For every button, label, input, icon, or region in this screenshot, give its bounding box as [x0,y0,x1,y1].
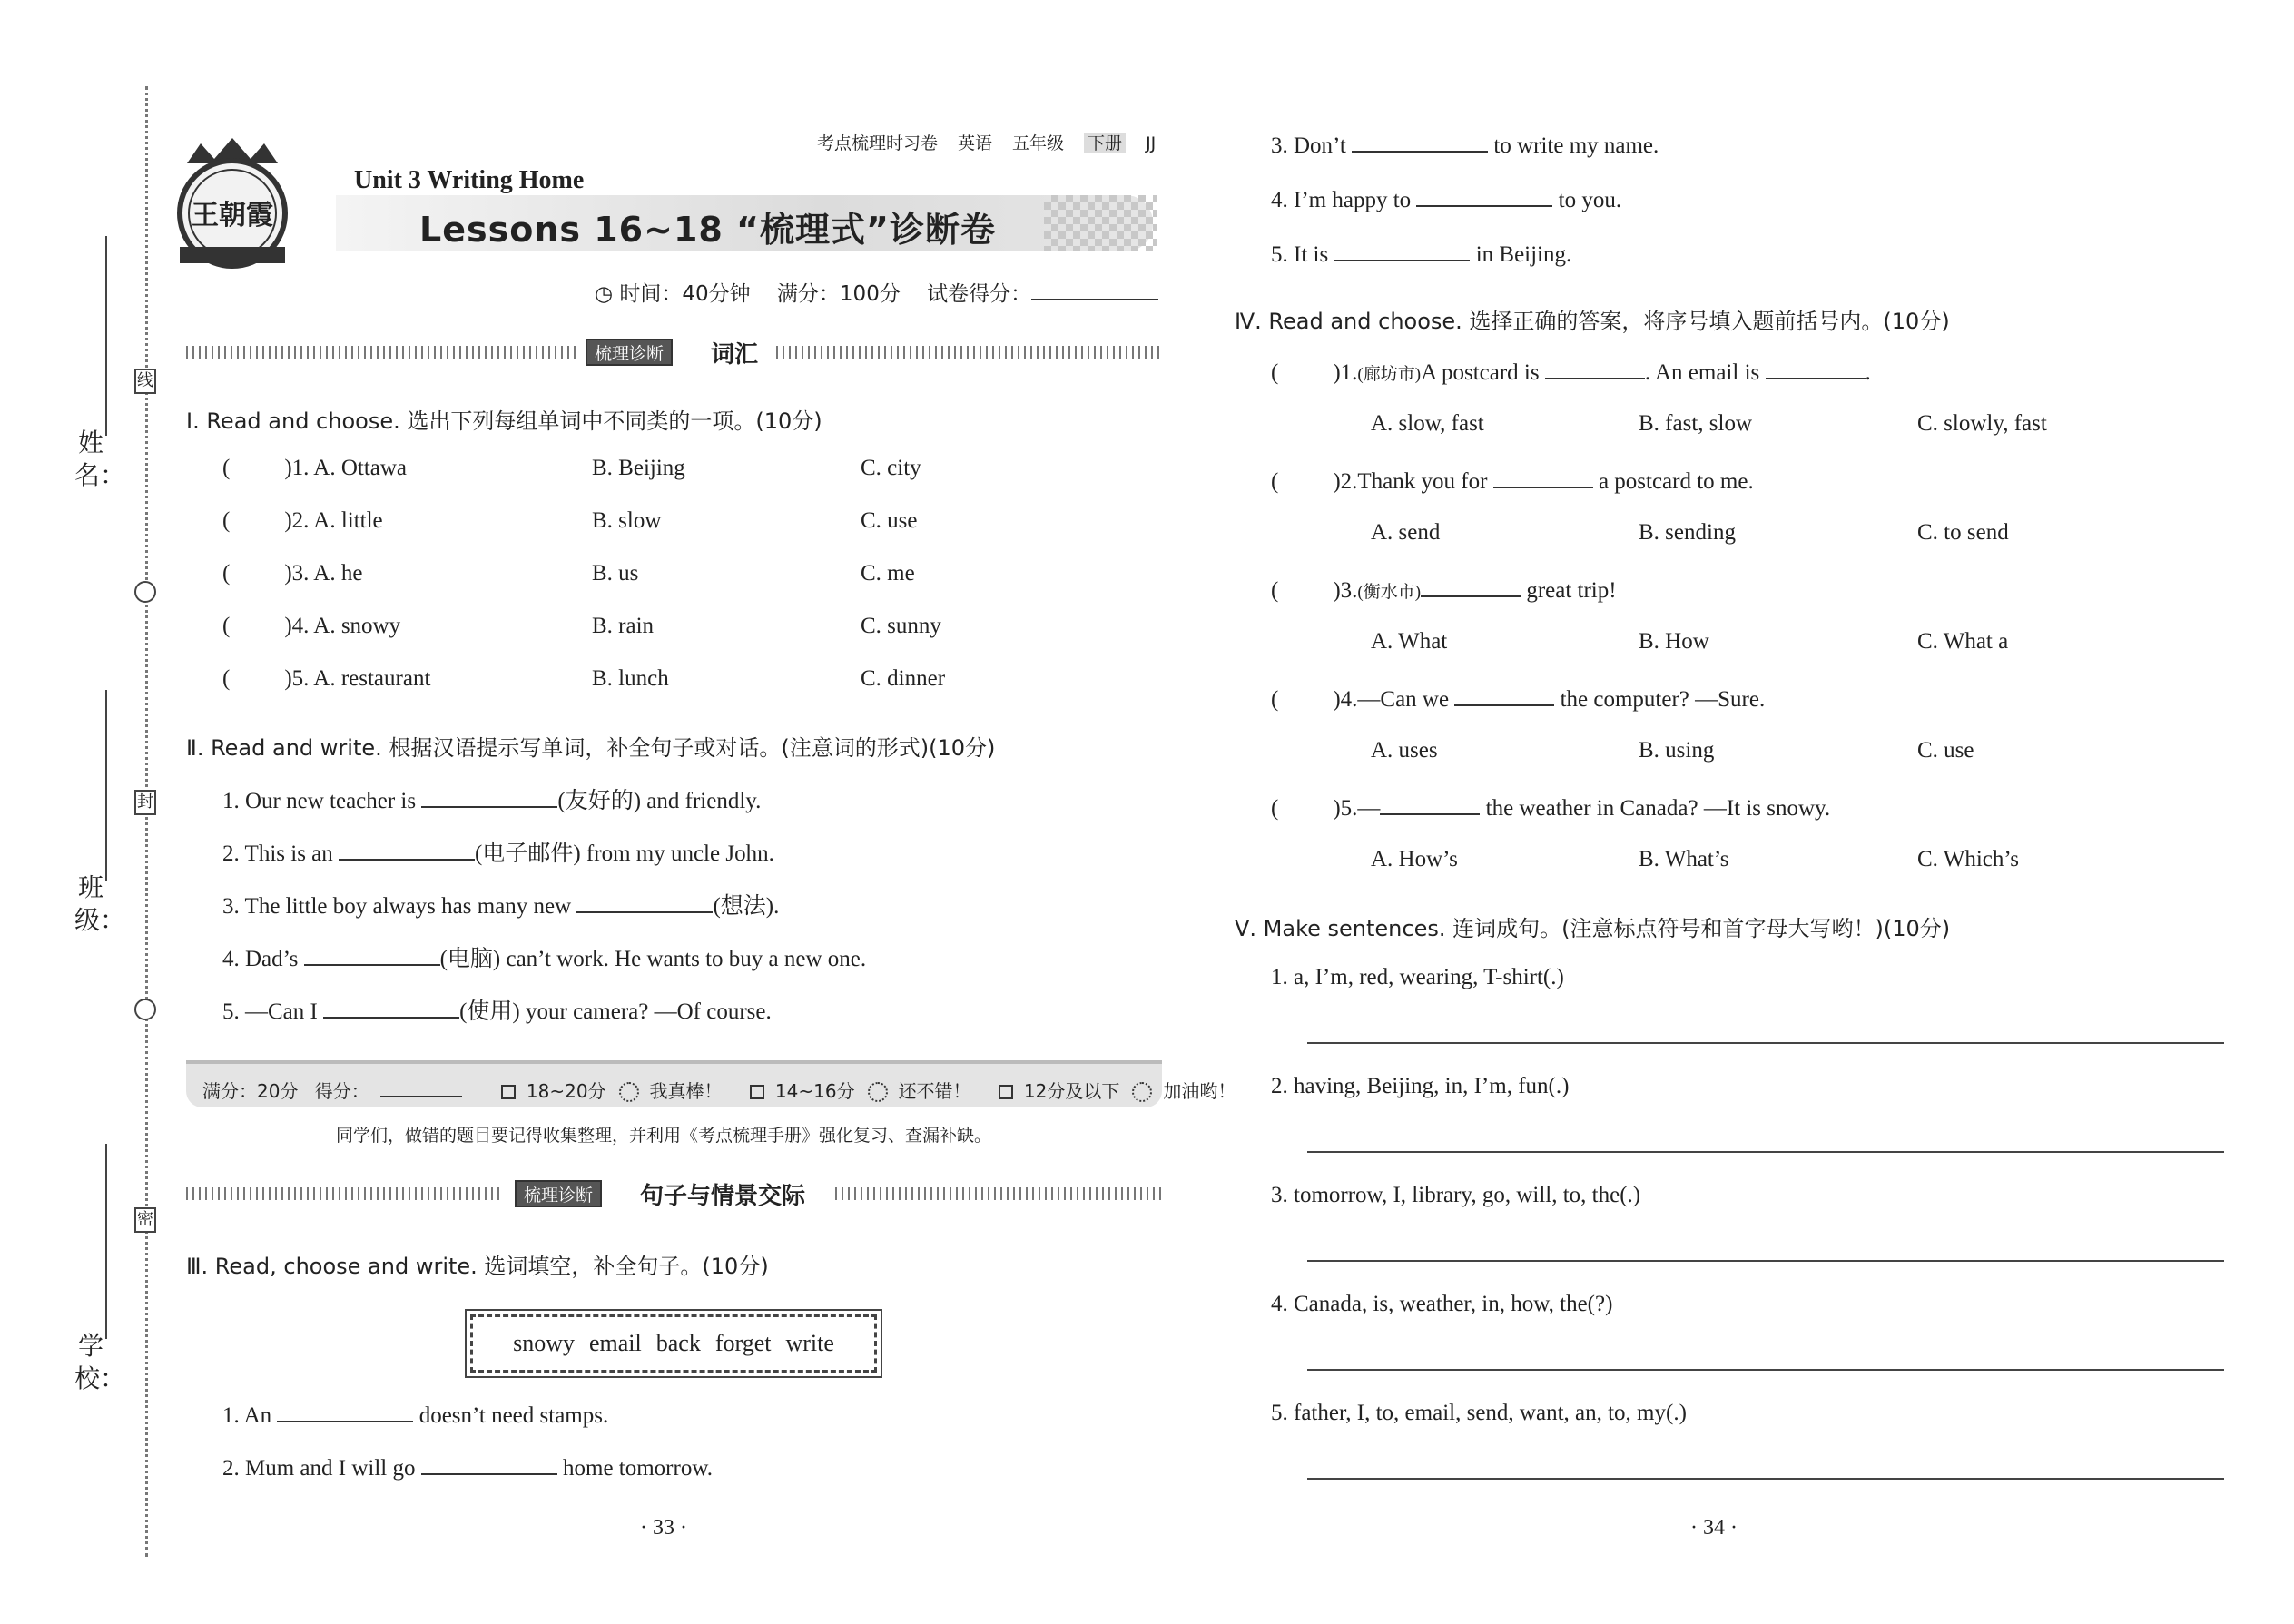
s3-item-3: 3. Don’t to write my name. [1271,130,1659,159]
s1-option: C. dinner [861,666,946,691]
s4-option: B. sending [1639,520,1736,545]
s2-item-4: 4. Dad’s (电脑) can’t work. He wants to buy a new one. [222,940,866,973]
answer-blank[interactable] [1380,792,1480,815]
s1-item-2: ( )2. A. little [222,508,383,533]
answer-blank[interactable] [1493,466,1593,488]
word-bank-item: write [785,1330,834,1356]
banner-title: 句子与情景交际 [640,1183,806,1210]
s4-option: C. use [1917,738,1974,763]
answer-blank[interactable] [277,1400,413,1422]
score-full: 满分：20分 [202,1080,299,1102]
s4-option: C. What a [1917,629,2009,654]
s4-option: A. send [1371,520,1441,545]
answer-blank[interactable] [576,891,713,913]
s1-item-1: ( )1. A. Ottawa [222,456,408,480]
s4-item-4: ( )4.—Can we the computer? —Sure. [1271,684,1765,713]
s2-item-1: 1. Our new teacher is (友好的) and friendly. [222,782,761,815]
name-line [105,236,107,436]
s1-option: C. city [861,456,921,480]
s3-item-5: 5. It is in Beijing. [1271,239,1571,268]
s4-item-2: ( )2.Thank you for a postcard to me. [1271,466,1754,495]
s4-option: B. fast, slow [1639,411,1752,436]
answer-blank[interactable] [1421,575,1521,597]
s1-option: C. me [861,561,915,586]
section-2-heading: Ⅱ. Read and write. 根据汉语提示写单词，补全句子或对话。(注意词的形式)(10分) [186,735,996,761]
section-4-heading: Ⅳ. Read and choose. 选择正确的答案，将序号填入题前括号内。(10分) [1235,309,1950,334]
checkbox-icon[interactable] [501,1085,516,1099]
s1-item-4: ( )4. A. snowy [222,614,401,638]
series-subject: 英语 [958,133,993,153]
cut-mark-secret: 密 [134,1207,156,1233]
s4-option: B. What’s [1639,847,1729,871]
s4-option: B. How [1639,629,1709,654]
s1-option: B. Beijing [592,456,685,480]
s2-item-3: 3. The little boy always has many new (想法). [222,888,779,920]
s4-option: C. to send [1917,520,2009,545]
word-bank-item: email [589,1330,642,1356]
answer-blank[interactable] [1334,239,1470,261]
class-label: 班级： [74,872,126,935]
s4-option: A. slow, fast [1371,411,1484,436]
word-bank [470,1314,877,1373]
answer-blank[interactable] [1416,184,1552,207]
section-score-bar [186,1060,1236,1107]
unit-title: Unit 3 Writing Home [354,166,585,194]
checkbox-icon[interactable] [750,1085,764,1099]
s4-option: A. What [1371,629,1448,654]
vocab-banner [186,339,1162,369]
series-name: 考点梳理时习卷 [817,133,939,153]
s3-item-2: 2. Mum and I will go home tomorrow. [222,1452,713,1481]
banner-hatch [835,1187,1162,1200]
section-3-heading: Ⅲ. Read, choose and write. 选词填空，补全句子。(10分) [186,1254,769,1279]
answer-blank[interactable] [1352,130,1488,153]
series-grade: 五年级 [1012,133,1065,153]
cut-mark-line: 线 [134,369,156,394]
score-label: 试卷得分： [927,282,1032,306]
banner-hatch [186,1187,504,1200]
school-label: 学校： [74,1331,126,1393]
s5-item-1: 1. a, I’m, red, wearing, T-shirt(.) [1271,965,1564,989]
sentence-banner [186,1180,1162,1210]
s4-item-5: ( )5.— the weather in Canada? —It is snowy. [1271,792,1830,822]
s2-item-5: 5. —Can I (使用) your camera? —Of course. [222,993,772,1026]
page-number-right: · 34 · [1690,1516,1738,1540]
lesson-title: Lessons 16~18 “梳理式”诊断卷 [419,210,997,250]
s4-item-1: ( )1.(廊坊市)A postcard is . An email is . [1271,357,1871,386]
cut-mark-circle [134,581,156,603]
s1-item-5: ( )5. A. restaurant [222,666,431,691]
banner-hatch [186,346,576,359]
series-edition: JJ [1146,133,1157,153]
answer-blank[interactable] [1545,357,1645,379]
series-volume: 下册 [1084,133,1126,153]
section-5-heading: Ⅴ. Make sentences. 连词成句。(注意标点符号和首字母大写哟！)(10分) [1235,916,1951,941]
s1-option: B. lunch [592,666,669,691]
s1-option: C. sunny [861,614,941,638]
cut-mark-seal: 封 [134,790,156,815]
section-1-heading: Ⅰ. Read and choose. 选出下列每组单词中不同类的一项。(10分) [186,408,822,434]
class-line [105,690,107,881]
checkbox-icon[interactable] [999,1085,1013,1099]
s1-option: B. us [592,561,639,586]
answer-blank[interactable] [304,943,440,966]
clock-icon: ◷ [595,282,614,306]
full-score: 满分：100分 [776,282,901,306]
s3-item-4: 4. I’m happy to to you. [1271,184,1621,213]
score-blank[interactable] [1031,280,1158,300]
answer-blank[interactable] [1454,684,1554,706]
school-line [105,1144,107,1339]
brand-logo [169,136,296,272]
score-got: 得分： [315,1080,473,1102]
cut-mark-circle [134,999,156,1020]
s5-item-4: 4. Canada, is, weather, in, how, the(?) [1271,1292,1613,1316]
rating-1: 18~20分 我真棒！ [501,1080,733,1102]
neutral-face-icon [868,1082,888,1102]
series-info [817,130,1176,154]
svg-text:王朝霞: 王朝霞 [192,200,273,231]
answer-line[interactable] [1307,1260,2224,1262]
s4-option: B. using [1639,738,1715,763]
rating-3: 12分及以下 加油哟！ [999,1080,1246,1102]
s4-option: C. Which’s [1917,847,2020,871]
s5-item-2: 2. having, Beijing, in, I’m, fun(.) [1271,1074,1570,1098]
s4-option: C. slowly, fast [1917,411,2047,436]
answer-line[interactable] [1307,1151,2224,1153]
s1-option: B. slow [592,508,662,533]
s4-item-3: ( )3.(衡水市) great trip! [1271,575,1617,604]
checker-decoration [1044,195,1157,251]
banner-tag: 梳理诊断 [515,1180,602,1207]
answer-blank[interactable] [323,996,459,1019]
answer-blank[interactable] [421,1452,557,1475]
s5-item-5: 5. father, I, to, email, send, want, an, to, my(.) [1271,1401,1687,1425]
word-bank-item: snowy [513,1330,575,1356]
s4-option: A. uses [1371,738,1438,763]
s4-option: A. How’s [1371,847,1458,871]
cut-line [145,86,148,1557]
s2-item-2: 2. This is an (电子邮件) from my uncle John. [222,835,774,868]
answer-line[interactable] [1307,1478,2224,1480]
page-number-left: · 33 · [640,1516,687,1540]
answer-blank[interactable] [421,785,557,808]
answer-line[interactable] [1307,1042,2224,1044]
review-tip: 同学们，做错的题目要记得收集整理，并利用《考点梳理手册》强化复习、查漏补缺。 [336,1126,992,1146]
answer-line[interactable] [1307,1369,2224,1371]
banner-tag: 梳理诊断 [586,339,673,366]
banner-title: 词汇 [711,341,759,369]
rating-2: 14~16分 还不错！ [750,1080,982,1102]
name-label: 姓名： [74,428,126,490]
cheer-face-icon [1132,1082,1152,1102]
time-limit: 时间：40分钟 [619,282,751,306]
word-bank-item: forget [714,1330,772,1356]
answer-blank[interactable] [1766,357,1866,379]
binding-margin [0,0,163,1624]
s1-option: B. rain [592,614,655,638]
banner-hatch [776,346,1162,359]
s3-item-1: 1. An doesn’t need stamps. [222,1400,608,1429]
s5-item-3: 3. tomorrow, I, library, go, will, to, the(.) [1271,1183,1641,1207]
word-bank-item: back [655,1330,701,1356]
s1-item-3: ( )3. A. he [222,561,363,586]
score-got-blank[interactable] [380,1079,462,1097]
smile-face-icon [619,1082,639,1102]
s1-option: C. use [861,508,918,533]
answer-blank[interactable] [339,838,475,861]
exam-info [595,277,1158,307]
